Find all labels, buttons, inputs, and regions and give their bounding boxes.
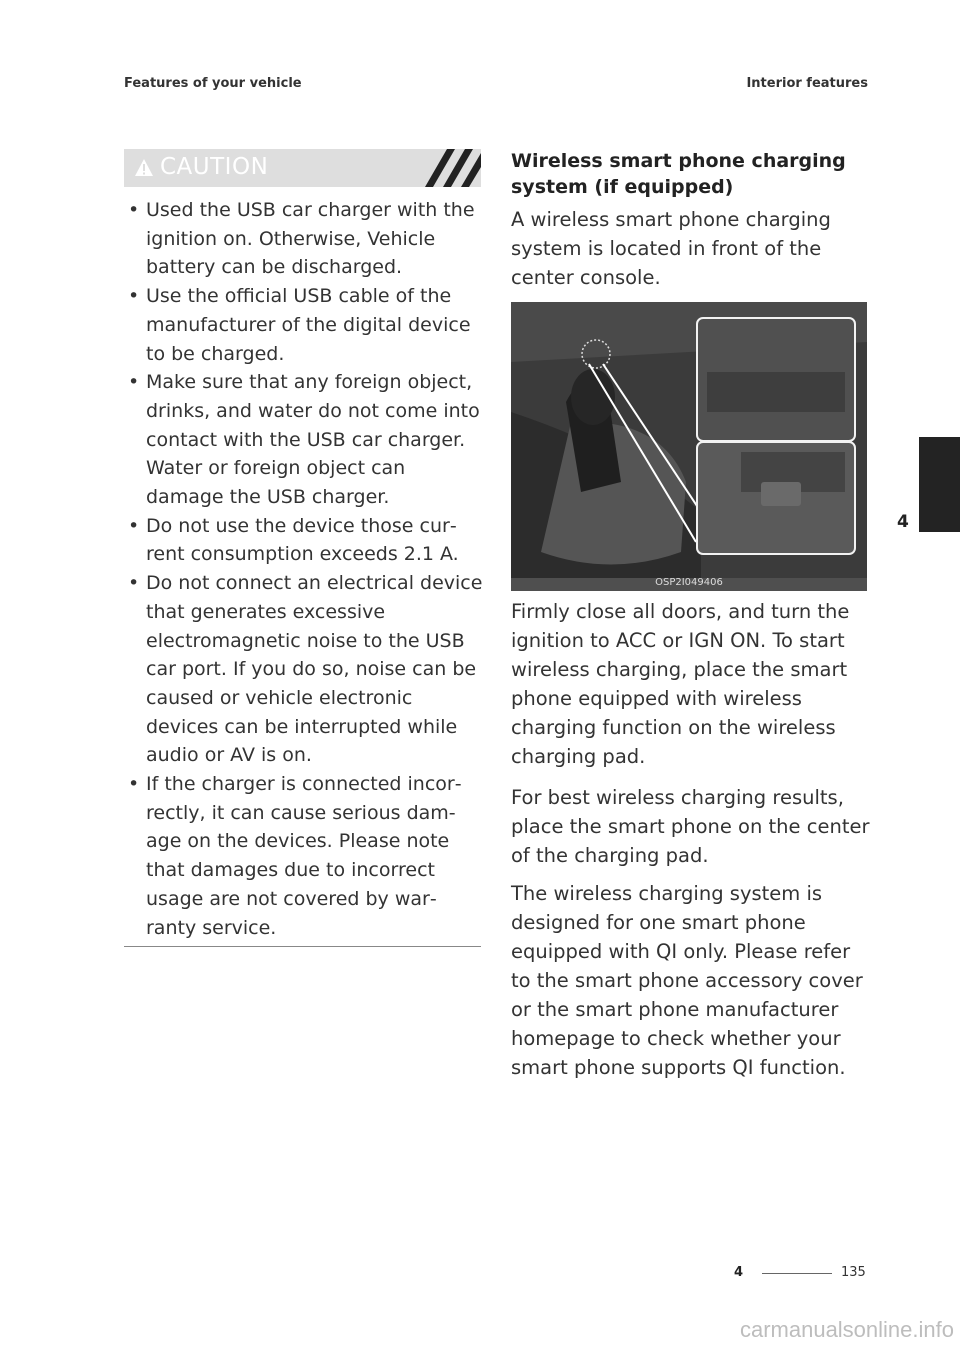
section-title: Wireless smart phone charging system (if equipped) [511,150,846,198]
image-code: OSP2I049406 [655,577,723,588]
qi-paragraph: The wireless charging system is designed for one smart phone equipped with QI only. Please refer to the smart phone accessory cover or the smart phone manufacturer homepage to check whether your smart phone supports QI function. [511,882,863,1079]
placement-paragraph: For best wireless charging results, place the smart phone on the center of the charging pad. [511,786,870,867]
caution-banner [124,149,481,187]
console-photo [511,302,867,591]
console-illustration [511,302,867,591]
caution-title: CAUTION [160,154,269,180]
caution-list [124,196,484,942]
bullet-icon: • [128,514,140,537]
bullet-icon: • [128,572,140,595]
running-header-right: Interior features [746,76,868,91]
slash-decoration-icon [421,149,481,187]
instruction-paragraph: Firmly close all doors, and turn the ignition to ACC or IGN ON. To start wireless charging, place the smart phone equipped with wireless charging function on the wireless charging pad. [511,600,850,768]
chapter-tab [919,437,960,532]
bullet-icon: • [128,285,140,308]
chapter-tab-number: 4 [897,512,909,532]
warning-icon [134,158,154,178]
page-number: 135 [841,1265,866,1280]
caution-item: • Make sure that any foreign object, drinks, and water do not come into contact with the USB car charger. Water or foreign object can damage the USB charger. [124,368,484,512]
footer-divider [762,1273,832,1274]
caution-item: • Do not connect an electrical device that generates excessive electromagnetic noise to the USB car port. If you do so, noise can be caused or vehicle electronic devices can be interrupted while audio or AV is on. [124,569,484,770]
caution-end-rule [124,946,481,947]
intro-paragraph: A wireless smart phone charging system is located in front of the center console. [511,208,831,289]
bullet-icon: • [128,371,140,394]
footer-chapter: 4 [734,1265,744,1280]
caution-item: • Use the official USB cable of the manufacturer of the digital device to be charged. [124,282,484,368]
bullet-icon: • [128,773,140,796]
watermark: carmanualsonline.info [739,1317,954,1342]
bullet-icon: • [128,199,140,221]
caution-item: • If the charger is connected incor‐ rectly, it can cause serious dam‐ age on the devices. Please note that damages due to incorrect usage are not covered by war‐ ranty service. [124,770,484,942]
running-header-left: Features of your vehicle [124,76,302,91]
caution-item: • Used the USB car charger with the ignition on. Otherwise, Vehicle battery can be discharged. [124,196,484,282]
caution-item: • Do not use the device those cur‐ rent consumption exceeds 2.1 A. [124,512,484,569]
